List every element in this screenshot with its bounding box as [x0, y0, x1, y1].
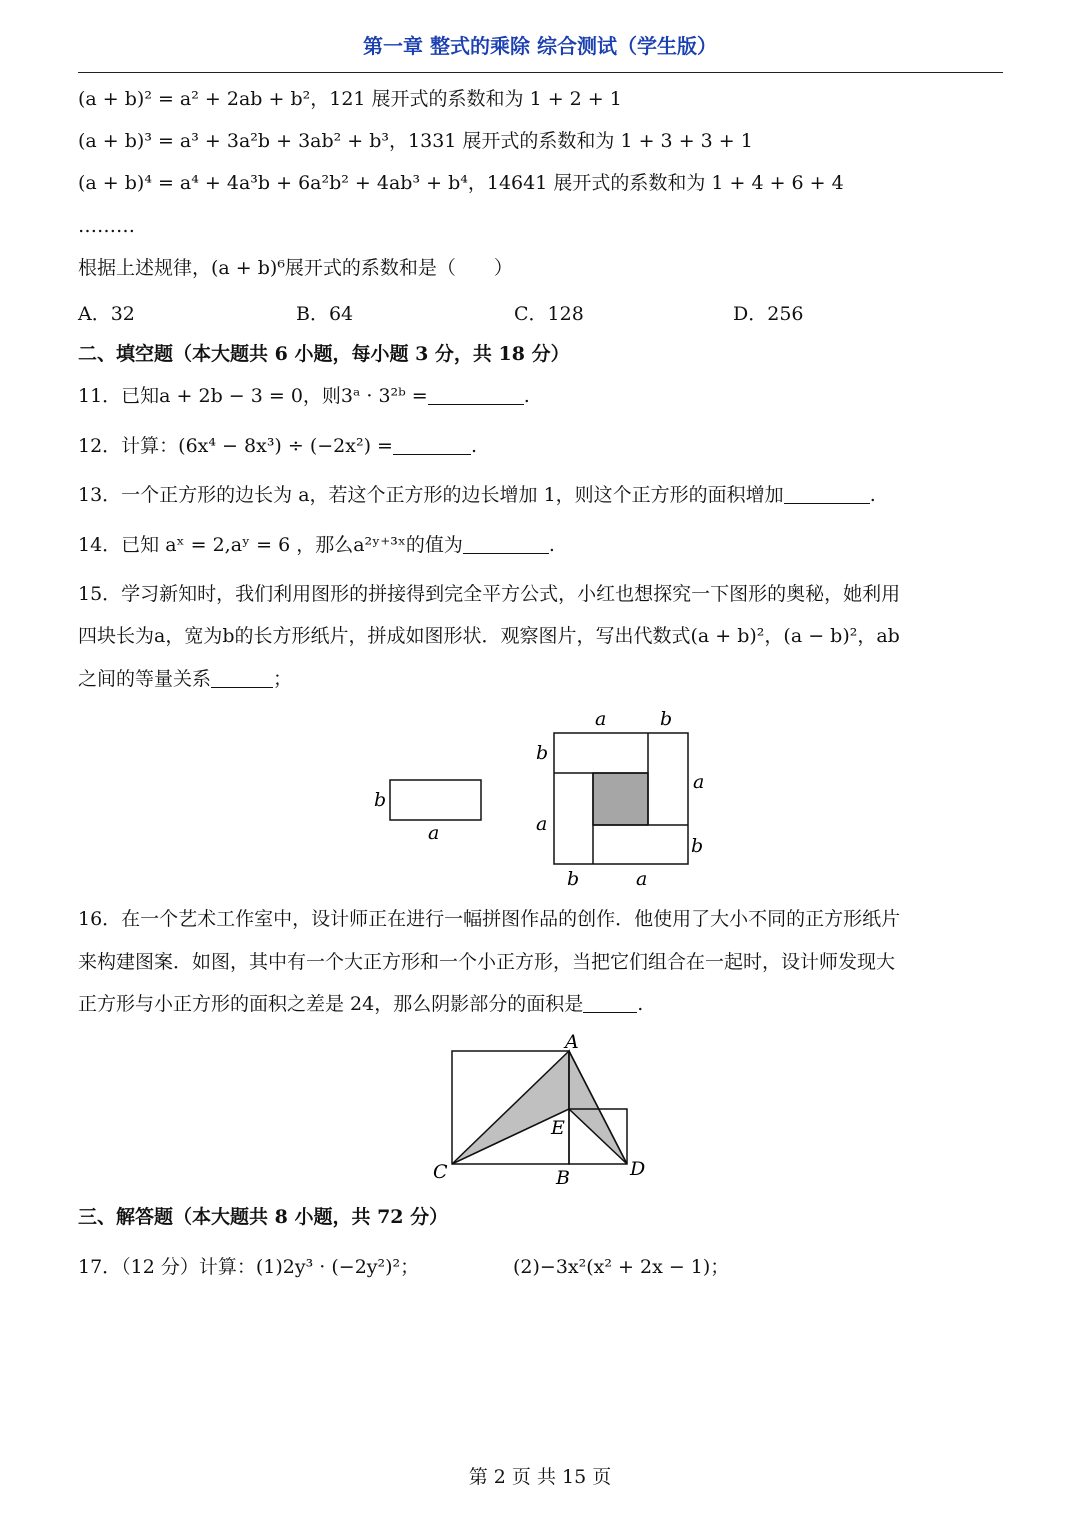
section-2-title: 二、填空题（本大题共 6 小题，每小题 3 分，共 18 分）	[78, 343, 570, 365]
label-top-b: b	[660, 708, 673, 730]
shaded-triangle-left	[452, 1051, 569, 1164]
label-point-e: E	[551, 1117, 565, 1139]
question-10-stem: 根据上述规律，(a + b)⁶展开式的系数和是（ ）	[78, 257, 513, 279]
figure-15-rectangle	[360, 770, 500, 850]
header-divider	[78, 72, 1003, 73]
label-point-d: D	[630, 1158, 646, 1180]
page-number-footer: 第 2 页 共 15 页	[468, 1466, 612, 1488]
question-15-line-2: 四块长为a，宽为b的长方形纸片，拼成如图形状．观察图片，写出代数式(a + b)²，(a − b)²，ab	[78, 625, 900, 647]
label-point-a: A	[565, 1031, 579, 1053]
label-left-a: a	[536, 813, 548, 835]
question-11-end: .	[523, 385, 530, 407]
question-15-line-3-text: 之间的等量关系	[78, 668, 212, 690]
question-13-text: 13．一个正方形的边长为 a，若这个正方形的边长增加 1，则这个正方形的面积增加	[78, 484, 784, 506]
label-point-c: C	[433, 1161, 448, 1183]
section-3-title: 三、解答题（本大题共 8 小题，共 72 分）	[78, 1206, 449, 1228]
question-16-line-3-text: 正方形与小正方形的面积之差是 24，那么阴影部分的面积是	[78, 993, 584, 1015]
question-16-line-1: 16．在一个艺术工作室中，设计师正在进行一幅拼图作品的创作．他使用了大小不同的正方形纸片	[78, 908, 901, 930]
shaded-center-square	[593, 773, 648, 825]
label-point-b: B	[556, 1167, 570, 1189]
answer-blank[interactable]	[393, 436, 471, 455]
label-top-a: a	[595, 708, 607, 730]
question-14-text: 14．已知 aˣ = 2,aʸ = 6 ，那么a²ʸ⁺³ˣ的值为	[78, 534, 463, 556]
label-bottom-b: b	[567, 868, 580, 890]
question-16-line-3	[78, 992, 643, 1016]
question-14-end: .	[548, 534, 555, 556]
question-15-end: ；	[273, 668, 293, 690]
question-12	[78, 434, 477, 458]
expansion-line-3: (a + b)³ = a³ + 3a²b + 3ab² + b³，1331 展开式的系数和为 1 + 3 + 3 + 1	[78, 130, 753, 152]
question-13	[78, 483, 876, 507]
question-13-end: .	[869, 484, 876, 506]
page-header-title: 第一章 整式的乘除 综合测试（学生版）	[363, 34, 717, 58]
question-17-part-1: 17．（12 分）计算：(1)2y³ · (−2y²)²；	[78, 1256, 420, 1278]
option-c: C．128	[514, 303, 584, 325]
label-b: b	[374, 789, 387, 811]
figure-15-square	[520, 700, 720, 895]
label-a: a	[428, 822, 440, 844]
expansion-line-4: (a + b)⁴ = a⁴ + 4a³b + 6a²b² + 4ab³ + b⁴，14641 展开式的系数和为 1 + 4 + 6 + 4	[78, 172, 844, 194]
label-left-b: b	[536, 742, 549, 764]
answer-blank[interactable]	[463, 535, 549, 554]
answer-blank[interactable]	[784, 485, 870, 504]
option-d: D．256	[733, 303, 804, 325]
answer-blank[interactable]	[583, 994, 637, 1013]
question-15-line-1: 15．学习新知时，我们利用图形的拼接得到完全平方公式，小红也想探究一下图形的奥秘，她利用	[78, 583, 901, 605]
question-15-line-3	[78, 667, 292, 691]
question-11-text: 11．已知a + 2b − 3 = 0，则3ᵃ · 3²ᵇ =	[78, 385, 428, 407]
option-a: A．32	[78, 303, 135, 325]
ellipsis-line: ………	[78, 215, 135, 237]
label-right-a: a	[693, 771, 705, 793]
label-bottom-a: a	[636, 868, 648, 890]
answer-blank[interactable]	[211, 669, 273, 688]
answer-blank[interactable]	[428, 386, 524, 405]
question-14	[78, 533, 555, 557]
option-b: B．64	[296, 303, 354, 325]
question-16-end: .	[637, 993, 644, 1015]
figure-16	[425, 1030, 660, 1190]
question-12-text: 12．计算：(6x⁴ − 8x³) ÷ (−2x²) =	[78, 435, 393, 457]
question-11	[78, 384, 530, 408]
rectangle-shape	[390, 780, 481, 820]
question-16-line-2: 来构建图案．如图，其中有一个大正方形和一个小正方形，当把它们组合在一起时，设计师发现大	[78, 951, 896, 973]
question-12-end: .	[470, 435, 478, 457]
expansion-line-2: (a + b)² = a² + 2ab + b²，121 展开式的系数和为 1 + 2 + 1	[78, 88, 622, 110]
label-right-b: b	[691, 835, 704, 857]
question-17-part-2: (2)−3x²(x² + 2x − 1)；	[513, 1256, 730, 1278]
